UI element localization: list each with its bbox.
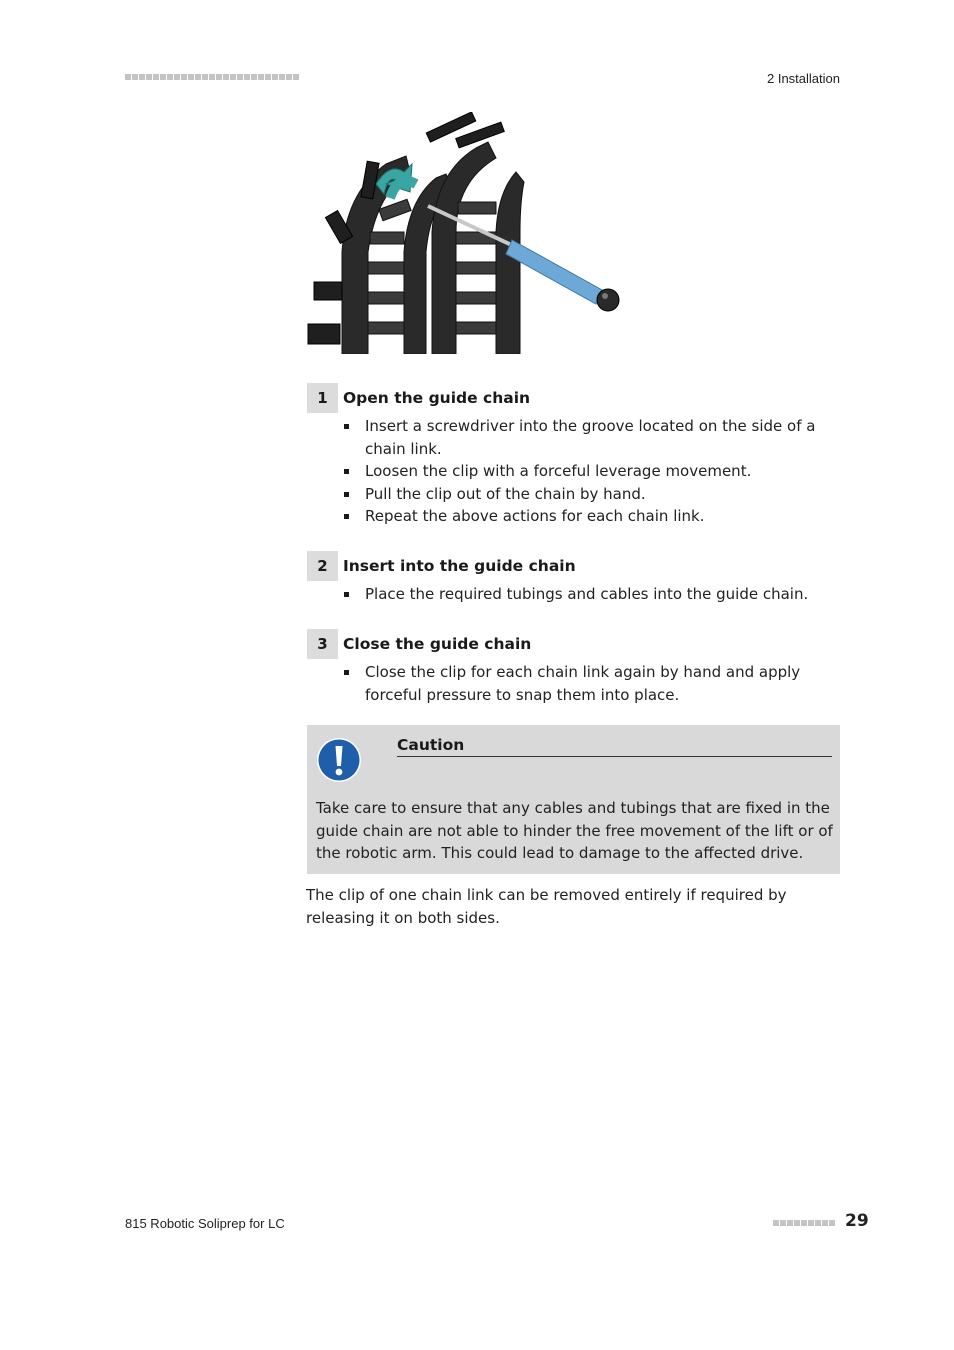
step-2 xyxy=(307,551,840,606)
guide-chain-illustration xyxy=(306,112,620,354)
step-number: 3 xyxy=(307,629,338,659)
step-3 xyxy=(307,629,840,706)
step-1 xyxy=(307,383,840,528)
header-section-title: 2 Installation xyxy=(767,71,840,86)
caution-text: Take care to ensure that any cables and tubings that are fixed in the guide chain are not able to hinder the free movement of the lift or of the robotic arm. This could lead to damage to the affected drive. xyxy=(316,799,833,862)
list-item: Pull the clip out of the chain by hand. xyxy=(307,483,840,506)
header-decoration xyxy=(125,74,299,80)
footer-decoration xyxy=(773,1220,835,1226)
step-title: Close the guide chain xyxy=(343,635,532,653)
caution-box xyxy=(307,725,840,874)
footer-title: 815 Robotic Soliprep for LC xyxy=(125,1216,285,1231)
step-title: Open the guide chain xyxy=(343,389,531,407)
list-item: Place the required tubings and cables into the guide chain. xyxy=(307,583,840,606)
list-item: Loosen the clip with a forceful leverage movement. xyxy=(307,460,840,483)
step-number: 2 xyxy=(307,551,338,581)
list-item: Insert a screwdriver into the groove located on the side of a chain link. xyxy=(307,415,840,460)
caution-title: Caution xyxy=(397,736,832,757)
list-item: Close the clip for each chain link again by hand and apply forceful pressure to snap them into place. xyxy=(307,661,840,706)
step-title: Insert into the guide chain xyxy=(343,557,576,575)
list-item: Repeat the above actions for each chain link. xyxy=(307,505,840,528)
exclamation-icon xyxy=(316,737,362,783)
closing-paragraph: The clip of one chain link can be removed entirely if required by releasing it on both sides. xyxy=(306,886,787,927)
step-number: 1 xyxy=(307,383,338,413)
page-number: 29 xyxy=(845,1211,869,1231)
